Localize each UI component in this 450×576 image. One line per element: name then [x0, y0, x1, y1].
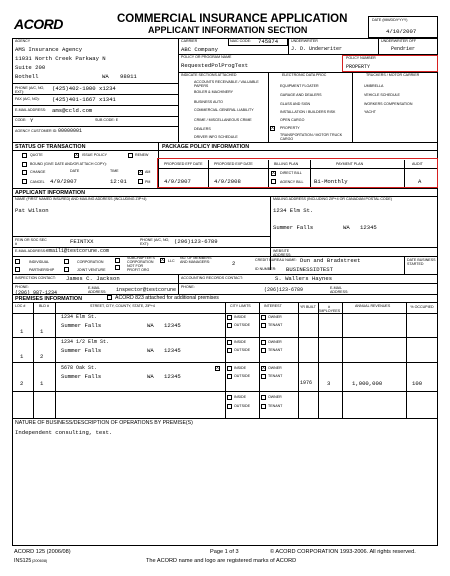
acord-logo: ACORD	[14, 16, 63, 32]
divider	[12, 337, 438, 338]
inspection-contact[interactable]: James C. Jackson	[66, 275, 120, 282]
nature-title: NATURE OF BUSINESS/DESCRIPTION OF OPERATIONS BY PREMISE(S)	[15, 420, 193, 426]
lob-item: ACCOUNTS RECEIVABLE / VALUABLE PAPERS	[194, 80, 259, 88]
col-occupied: % OCCUPIED	[410, 305, 434, 309]
inspection-label: INSPECTION CONTACT:	[15, 276, 56, 280]
website-label: WEBSITE ADDRESS:	[273, 249, 292, 257]
outside-label: OUTSIDE	[234, 323, 250, 327]
divider	[12, 188, 438, 189]
agency-code[interactable]: Y	[30, 117, 34, 124]
agency-fax[interactable]: (425)401-1667 x1341	[52, 96, 116, 103]
divider	[318, 302, 319, 418]
bld-number[interactable]: 2	[40, 353, 44, 360]
form-subtitle: APPLICANT INFORMATION SECTION	[148, 25, 308, 35]
city[interactable]: Summer Falls	[61, 373, 102, 380]
status-time[interactable]: 12:01	[110, 178, 127, 185]
employees[interactable]: 3	[327, 380, 331, 387]
agency-label: AGENCY	[15, 39, 31, 43]
accounting-phone[interactable]: (206)123-6789	[264, 287, 304, 293]
zip[interactable]: 12345	[164, 373, 181, 380]
pm-label: PM	[145, 180, 151, 184]
policy-number[interactable]: PROPERTY	[346, 64, 371, 70]
agency-phone-label: PHONE (A/C, NO, EXT):	[15, 86, 45, 94]
ins-subcode: (200608)	[32, 559, 48, 563]
state[interactable]: WA	[147, 347, 154, 354]
lob-item: TRANSPORTATION / MOTOR TRUCK CARGO	[280, 133, 343, 141]
entity-partnership: PARTNERSHIP	[29, 268, 55, 272]
lob-item: GARAGE AND DEALERS	[280, 93, 322, 97]
divider	[12, 116, 178, 117]
zip[interactable]: 12345	[164, 347, 181, 354]
tenant-label: TENANT	[268, 348, 283, 352]
status-date-label: DATE	[70, 169, 80, 173]
applicant-phone[interactable]: (206)123-6789	[174, 238, 218, 245]
copyright: © ACORD CORPORATION 1993-2006. All rights reserved.	[270, 549, 416, 555]
entity-individual: INDIVIDUAL	[29, 260, 50, 264]
divider	[12, 83, 178, 84]
inspection-email-label: E-MAIL ADDRESS:	[88, 286, 107, 294]
inside-label: INSIDE	[234, 366, 246, 370]
form-number: ACORD 125 (2006/08)	[14, 549, 71, 555]
id-number-label: ID NUMBER:	[255, 267, 277, 271]
naic-code[interactable]: 745874	[258, 38, 279, 45]
underwriter-office-label: UNDERWRITER OFF	[381, 39, 417, 43]
joint-venture-checkbox[interactable]	[64, 267, 69, 272]
street[interactable]: 1234 Elm St.	[61, 314, 98, 320]
status-title: STATUS OF TRANSACTION	[15, 144, 86, 150]
divider	[12, 236, 270, 237]
agency-code-label: CODE:	[15, 118, 27, 122]
agency-city[interactable]: Bothell	[15, 73, 39, 80]
agency-line-1[interactable]: AMS Insurance Agency	[15, 46, 83, 53]
direct-bill-label: DIRECT BILL	[280, 171, 302, 175]
owner-checkbox[interactable]	[261, 395, 266, 400]
inspection-phone[interactable]: (206) 987-1234	[15, 290, 58, 296]
applicant-email-label: E-MAIL ADDRESS:	[15, 249, 47, 253]
col-revenues: ANNUAL REVENUES	[355, 304, 391, 308]
lob-item: UMBRELLA	[364, 84, 384, 88]
divider	[12, 294, 438, 295]
outside-checkbox[interactable]	[227, 404, 232, 409]
not-for-profit-checkbox[interactable]	[115, 265, 120, 270]
fein-label: FEIN OR SOC SEC #	[15, 238, 47, 246]
audit-label: AUDIT	[412, 162, 423, 166]
percent-occupied[interactable]: 100	[412, 380, 423, 387]
lob-item: VEHICLE SCHEDULE	[364, 93, 400, 97]
am-label: AM	[145, 170, 151, 174]
divider	[288, 38, 289, 54]
outside-checkbox[interactable]	[227, 323, 232, 328]
owner-checkbox[interactable]: X	[262, 366, 265, 371]
bld-number[interactable]: 1	[40, 380, 44, 387]
col-interest: INTEREST	[264, 304, 282, 308]
naic-label: NAIC CODE:	[230, 39, 251, 43]
inside-checkbox-mark[interactable]	[227, 366, 232, 371]
col-employees: # EMPLOYEES	[318, 305, 341, 313]
divider	[12, 142, 438, 143]
nature-description[interactable]: Independent consulting, test.	[15, 429, 113, 436]
outside-label: OUTSIDE	[234, 348, 250, 352]
ins-code: INS125	[14, 558, 32, 564]
pm-checkbox[interactable]	[138, 179, 143, 184]
inside-checkbox[interactable]	[227, 340, 232, 345]
status-date[interactable]: 4/9/2007	[50, 178, 77, 185]
divider	[12, 256, 438, 257]
lob-item: CRIME / MISCELLANEOUS CRIME	[194, 118, 252, 122]
tenant-label: TENANT	[268, 323, 283, 327]
inside-label: INSIDE	[234, 395, 246, 399]
divider	[378, 38, 379, 54]
entity-subchapter-s: SUBCHAPTER S CORPORATION	[127, 256, 155, 264]
agency-customer-id[interactable]: 00000001	[58, 128, 83, 134]
divider	[406, 302, 407, 418]
acord-823-note: ACORD 823 attached for additional premises	[115, 295, 219, 301]
partnership-checkbox[interactable]	[15, 267, 20, 272]
tenant-checkbox[interactable]	[261, 323, 266, 328]
policy-number-label: POLICY NUMBER	[346, 56, 376, 60]
renew-checkbox[interactable]	[128, 153, 133, 158]
divider	[55, 302, 56, 418]
inside-checkbox[interactable]	[227, 395, 232, 400]
lob-item: WORKERS COMPENSATION	[364, 102, 413, 106]
bld-number[interactable]: 1	[40, 328, 44, 335]
agency-bill-label: AGENCY BILL	[280, 180, 304, 184]
outside-checkbox[interactable]	[227, 374, 232, 379]
divider	[12, 418, 438, 419]
divider	[12, 126, 178, 127]
date-started-label: DATE BUSINESS STARTED	[407, 258, 436, 266]
outside-label: OUTSIDE	[234, 404, 250, 408]
am-checkbox[interactable]: X	[139, 170, 142, 175]
audit-value[interactable]: A	[418, 178, 422, 185]
id-number[interactable]: BUSINESSIDTEST	[286, 266, 333, 273]
corporation-checkbox[interactable]	[64, 259, 69, 264]
package-info-highlight	[157, 158, 438, 188]
bound-label: BOUND (GIVE DATE AND/OR ATTACH COPY):	[30, 162, 107, 166]
divider	[259, 302, 260, 418]
lob-edp-label: ELECTRONIC DATA PROC	[282, 73, 327, 77]
payment-plan-label: PAYMENT PLAN	[336, 162, 364, 166]
loc-number[interactable]: 2	[20, 380, 24, 387]
state[interactable]: WA	[147, 322, 154, 329]
agency-state[interactable]: WA	[102, 73, 109, 80]
change-checkbox[interactable]	[22, 170, 27, 175]
lob-truckers-label: TRUCKERS / MOTOR CARRIER	[366, 73, 420, 77]
divider	[12, 150, 438, 151]
divider	[268, 72, 269, 142]
date-value[interactable]: 4/10/2007	[386, 28, 417, 35]
owner-checkbox[interactable]	[261, 340, 266, 345]
applicant-title: APPLICANT INFORMATION	[15, 190, 85, 196]
lob-item: DEALERS	[194, 127, 211, 131]
accounting-contact[interactable]: S. Wallers Haynes	[275, 275, 333, 282]
tenant-label: TENANT	[268, 374, 283, 378]
agency-line-2[interactable]: 11031 North Creek Parkway N	[15, 55, 106, 62]
annual-revenues[interactable]: 1,000,000	[352, 380, 383, 387]
tenant-checkbox[interactable]	[261, 374, 266, 379]
divider	[178, 274, 179, 294]
date-label: DATE (MM/DD/YYYY)	[372, 18, 408, 22]
form-title: COMMERCIAL INSURANCE APPLICATION	[117, 13, 348, 25]
credit-bureau-label: CREDIT BUREAU NAME:	[255, 258, 297, 262]
outside-label: OUTSIDE	[234, 374, 250, 378]
quote-label: QUOTE	[30, 153, 43, 157]
direct-bill-checkbox[interactable]: X	[272, 171, 275, 176]
underwriter[interactable]: J. D. Underwriter	[291, 46, 343, 52]
accounting-phone-label: PHONE:	[181, 285, 195, 289]
divider	[12, 362, 438, 363]
agency-customer-id-label: AGENCY CUSTOMER ID:	[15, 129, 58, 133]
zip[interactable]: 12345	[164, 322, 181, 329]
agency-phone[interactable]: (425)402-1000 x1234	[52, 85, 116, 92]
entity-joint-venture: JOINT VENTURE	[77, 268, 106, 272]
col-bld: BLD #	[39, 304, 49, 308]
mailing-city[interactable]: Summer Falls	[273, 224, 314, 231]
lob-item: YACHT	[364, 110, 376, 114]
individual-checkbox[interactable]	[15, 259, 20, 264]
members-label: NO. OF MEMBERS AND MANAGERS:	[180, 256, 212, 264]
divider	[352, 72, 353, 142]
owner-checkbox[interactable]	[261, 315, 266, 320]
proposed-eff-date[interactable]: 4/9/2007	[164, 178, 191, 185]
lob-item: OPEN CARGO	[280, 118, 305, 122]
members-count[interactable]: 2	[232, 260, 236, 267]
agency-subcode-label: SUB CODE: E	[95, 118, 119, 122]
divider	[12, 283, 438, 284]
lob-item: EQUIPMENT FLOATER	[280, 84, 319, 88]
inspection-email[interactable]: inspector@testcorune	[116, 287, 177, 293]
street[interactable]: 1234 1/2 Elm St.	[61, 339, 110, 345]
col-city-limits: CITY LIMITS	[230, 304, 251, 308]
subchapter-s-checkbox[interactable]	[115, 258, 120, 263]
divider	[33, 302, 34, 418]
trademark: The ACORD name and logo are registered marks of ACORD	[146, 558, 297, 564]
street[interactable]: 5678 Oak St.	[61, 365, 98, 371]
tenant-checkbox[interactable]	[261, 348, 266, 353]
city[interactable]: Summer Falls	[61, 347, 102, 354]
loc-number[interactable]: 1	[20, 353, 24, 360]
applicant-phone-label: PHONE (A/C, NO, EXT):	[140, 238, 170, 246]
inside-checkbox[interactable]	[227, 315, 232, 320]
policy-program[interactable]: RequestedPolProgText	[181, 62, 249, 69]
bound-checkbox[interactable]	[22, 162, 27, 167]
premises-title: PREMISES INFORMATION	[15, 296, 82, 302]
divider	[342, 302, 343, 418]
fein[interactable]: FEINTXX	[70, 238, 94, 245]
property-checkbox[interactable]: X	[271, 126, 274, 131]
tenant-label: TENANT	[268, 404, 283, 408]
applicant-name[interactable]: Pat Wilson	[15, 207, 49, 214]
accounting-label: ACCOUNTING RECORDS CONTACT:	[181, 276, 243, 280]
entity-corporation: CORPORATION	[77, 260, 104, 264]
agency-zip[interactable]: 98011	[120, 73, 137, 80]
col-street: STREET, CITY, COUNTY, STATE, ZIP+4	[90, 304, 155, 308]
divider	[12, 94, 178, 95]
applicant-email[interactable]: email1@testcorune.com	[46, 248, 110, 254]
policy-program-label: POLICY OR PROGRAM NAME	[181, 55, 232, 59]
outside-checkbox[interactable]	[227, 348, 232, 353]
divider	[225, 302, 226, 418]
lob-item: PROPERTY	[280, 126, 300, 130]
billing-plan-label: BILLING PLAN	[274, 162, 299, 166]
divider	[404, 256, 405, 274]
inside-label: INSIDE	[234, 340, 246, 344]
package-title: PACKAGE POLICY INFORMATION	[162, 144, 250, 150]
underwriter-label: UNDERWRITER	[291, 39, 318, 43]
cancel-label: CANCEL	[30, 180, 45, 184]
col-yr-built: YR BUILT	[300, 305, 316, 309]
owner-label: OWNER	[268, 395, 282, 399]
state[interactable]: WA	[147, 373, 154, 380]
lob-item: INSTALLATION / BUILDERS RISK	[280, 110, 336, 114]
accounting-email-label: E-MAIL ADDRESS:	[330, 286, 349, 294]
llc-checkbox[interactable]: X	[161, 258, 164, 263]
issue-policy-label: ISSUE POLICY	[82, 153, 107, 157]
mailing-line-1[interactable]: 1234 Elm St.	[273, 207, 314, 214]
lob-item: DRIVER INFO SCHEDULE	[194, 135, 238, 139]
carrier-name[interactable]: ABC Company	[181, 46, 218, 53]
acord-823-checkbox[interactable]	[107, 295, 112, 300]
change-label: CHANGE	[30, 170, 46, 174]
inside-label: INSIDE	[234, 315, 246, 319]
sections-attached-label: INDICATE SECTIONS ATTACHED	[181, 73, 237, 77]
exp-date-label: PROPOSED EXP DATE	[214, 162, 253, 166]
payment-plan[interactable]: Bi-Monthly	[314, 178, 348, 185]
lob-item: COMMERCIAL GENERAL LIABILITY	[194, 108, 254, 112]
agency-email-label: E-MAIL ADDRESS:	[15, 108, 47, 112]
quote-checkbox[interactable]	[22, 153, 27, 158]
entity-not-for-profit: NOT FOR PROFIT ORG	[127, 264, 150, 272]
cancel-checkbox[interactable]	[22, 179, 27, 184]
status-time-label: TIME	[110, 169, 119, 173]
applicant-name-label: NAME (FIRST NAMED INSURED) AND MAILING ADDRESS (INCLUDING ZIP+4)	[15, 197, 147, 201]
divider	[298, 302, 299, 418]
col-loc: LOC #	[15, 304, 26, 308]
policy-number-highlight	[342, 55, 438, 72]
carrier-label: CARRIER	[181, 39, 198, 43]
agency-email[interactable]: ams@ccld.com	[52, 107, 93, 114]
issue-policy-checkbox[interactable]: X	[75, 153, 78, 158]
city[interactable]: Summer Falls	[61, 322, 102, 329]
inspection-phone-label: PHONE:	[15, 285, 29, 289]
eff-date-label: PROPOSED EFF DATE	[164, 162, 203, 166]
lob-item: GLASS AND SIGN	[280, 102, 311, 106]
loc-number[interactable]: 1	[20, 328, 24, 335]
inside-checkbox[interactable]: X	[216, 366, 219, 371]
underwriter-office[interactable]: Pendrier	[391, 46, 416, 52]
page-number: Page 1 of 3	[210, 549, 239, 555]
lob-item: BOILER & MACHINERY	[194, 90, 234, 94]
agency-line-3[interactable]: Suite 200	[15, 64, 46, 71]
owner-label: OWNER	[268, 315, 282, 319]
credit-bureau[interactable]: Dun and Bradstreet	[300, 257, 361, 264]
year-built[interactable]: 1976	[300, 380, 313, 386]
divider	[12, 105, 178, 106]
divider	[12, 391, 438, 392]
mailing-label: MAILING ADDRESS (INCLUDING ZIP+4 OR CANADIAN POSTAL CODE)	[273, 197, 392, 201]
entity-llc: LLC	[168, 259, 175, 263]
owner-label: OWNER	[268, 340, 282, 344]
agency-fax-label: FAX (A/C, NO):	[15, 97, 40, 101]
owner-label: OWNER	[268, 366, 282, 370]
mailing-zip[interactable]: 12345	[360, 224, 377, 231]
proposed-exp-date[interactable]: 4/9/2008	[214, 178, 241, 185]
tenant-checkbox[interactable]	[261, 404, 266, 409]
lob-item: BUSINESS AUTO	[194, 100, 223, 104]
renew-label: RENEW	[135, 153, 149, 157]
mailing-state[interactable]: WA	[343, 224, 350, 231]
